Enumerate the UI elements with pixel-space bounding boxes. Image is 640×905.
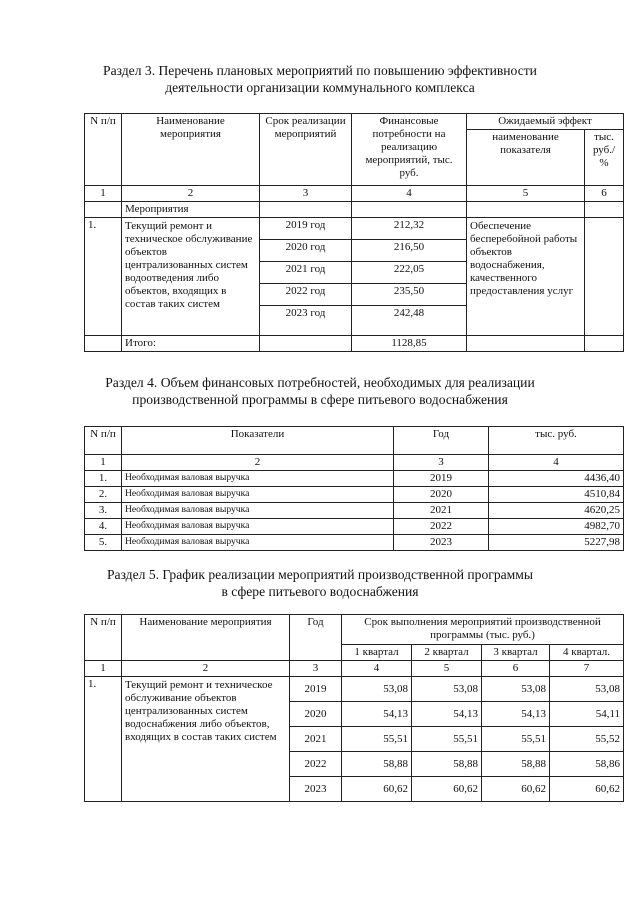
s3-col-numbers xyxy=(85,186,624,202)
section4-title-line1: Раздел 4. Объем финансовых потребностей, необходимых для реализации xyxy=(105,375,535,390)
s3-colnum: 5 xyxy=(467,186,585,202)
s5-q3: 58,88 xyxy=(482,752,550,777)
s5-colnum: 7 xyxy=(550,661,624,677)
s5-header-name: Наименование мероприятия xyxy=(122,615,290,661)
s4-header-num: N п/п xyxy=(85,427,122,455)
s5-row-year: 2023 xyxy=(290,777,342,802)
s3-total-value: 1128,85 xyxy=(352,336,467,352)
s4-row-num: 2. xyxy=(85,487,122,503)
s4-row-label: Необходимая валовая выручка xyxy=(122,487,394,503)
s5-q3: 60,62 xyxy=(482,777,550,802)
s3-total-row xyxy=(85,336,624,352)
s5-colnum: 6 xyxy=(482,661,550,677)
s3-header-num: N п/п xyxy=(85,114,122,186)
s5-q2: 58,88 xyxy=(412,752,482,777)
s5-q4: 55,52 xyxy=(550,727,624,752)
s5-q2: 53,08 xyxy=(412,677,482,702)
s5-q2: 60,62 xyxy=(412,777,482,802)
s4-colnum: 4 xyxy=(489,455,624,471)
table-row xyxy=(85,218,624,240)
s5-q4: 54,11 xyxy=(550,702,624,727)
s5-q3: 55,51 xyxy=(482,727,550,752)
table-row xyxy=(85,471,624,487)
s5-row-year: 2021 xyxy=(290,727,342,752)
s3-amount: 235,50 xyxy=(352,284,467,306)
s5-q2: 55,51 xyxy=(412,727,482,752)
s5-q2: 54,13 xyxy=(412,702,482,727)
s4-row-value: 5227,98 xyxy=(489,535,624,551)
s5-header-q1: 1 квартал xyxy=(342,645,412,661)
s4-row-label: Необходимая валовая выручка xyxy=(122,471,394,487)
s3-header-term: Срок реализации мероприятий xyxy=(260,114,352,186)
s5-q1: 55,51 xyxy=(342,727,412,752)
s3-colnum: 1 xyxy=(85,186,122,202)
s3-year: 2019 год xyxy=(260,218,352,240)
section5-title-line1: Раздел 5. График реализации мероприятий производственной программы xyxy=(106,567,534,582)
section3-table xyxy=(84,113,624,352)
section3-title xyxy=(0,62,640,96)
s5-q3: 53,08 xyxy=(482,677,550,702)
s4-row-value: 4620,25 xyxy=(489,503,624,519)
s4-header-indicator: Показатели xyxy=(122,427,394,455)
s4-row-year: 2023 xyxy=(394,535,489,551)
s3-year: 2023 год xyxy=(260,306,352,336)
s4-row-year: 2020 xyxy=(394,487,489,503)
s3-colnum: 2 xyxy=(122,186,260,202)
s5-header-q4: 4 квартал. xyxy=(550,645,624,661)
s4-header-year: Год xyxy=(394,427,489,455)
section4-title xyxy=(0,374,640,408)
s5-q1: 54,13 xyxy=(342,702,412,727)
section3-title-line2: деятельности организации коммунального комплекса xyxy=(165,80,475,95)
s5-colnum: 5 xyxy=(412,661,482,677)
s5-q3: 54,13 xyxy=(482,702,550,727)
s4-colnum: 3 xyxy=(394,455,489,471)
s5-q4: 60,62 xyxy=(550,777,624,802)
section5-title-line2: в сфере питьевого водоснабжения xyxy=(221,584,419,599)
s5-q4: 53,08 xyxy=(550,677,624,702)
section4-table xyxy=(84,426,624,551)
s3-effect-text: Обеспечение бесперебойной работы объектов водоснабжения, качественного предоставления услуг xyxy=(467,218,585,336)
table-row xyxy=(85,677,624,702)
s5-header-num: N п/п xyxy=(85,615,122,661)
s5-q1: 60,62 xyxy=(342,777,412,802)
s3-total-label: Итого: xyxy=(122,336,260,352)
s3-group-row xyxy=(85,202,624,218)
s4-row-year: 2022 xyxy=(394,519,489,535)
table-row xyxy=(85,487,624,503)
s4-row-label: Необходимая валовая выручка xyxy=(122,503,394,519)
s4-col-numbers xyxy=(85,455,624,471)
s3-row-name: Текущий ремонт и техническое обслуживание объектов централизованных систем водоотведения либо объектов, входящих в состав таких систем xyxy=(122,218,260,336)
s5-row-year: 2020 xyxy=(290,702,342,727)
s4-row-year: 2021 xyxy=(394,503,489,519)
section5-table xyxy=(84,614,624,802)
s3-header-unit: тыс. руб./ % xyxy=(585,130,624,186)
s4-row-label: Необходимая валовая выручка xyxy=(122,519,394,535)
s5-header-q3: 3 квартал xyxy=(482,645,550,661)
table-row xyxy=(85,519,624,535)
s5-row-num: 1. xyxy=(85,677,122,802)
s3-amount: 222,05 xyxy=(352,262,467,284)
s4-row-num: 1. xyxy=(85,471,122,487)
section4-title-line2: производственной программы в сфере питьевого водоснабжения xyxy=(132,392,508,407)
s5-colnum: 2 xyxy=(122,661,290,677)
s3-header-indicator: наименование показателя xyxy=(467,130,585,186)
s3-year: 2022 год xyxy=(260,284,352,306)
s3-group-label: Мероприятия xyxy=(122,202,260,218)
s5-row-name: Текущий ремонт и техническое обслуживание объектов централизованных систем водоснабжения либо объектов, входящих в состав таких систем xyxy=(122,677,290,802)
s3-row-num: 1. xyxy=(85,218,122,336)
s5-header-year: Год xyxy=(290,615,342,661)
section3-title-line1: Раздел 3. Перечень плановых мероприятий по повышению эффективности xyxy=(103,63,537,78)
s5-col-numbers xyxy=(85,661,624,677)
s3-header-effect: Ожидаемый эффект xyxy=(467,114,624,130)
s3-colnum: 3 xyxy=(260,186,352,202)
s3-year: 2021 год xyxy=(260,262,352,284)
s4-row-year: 2019 xyxy=(394,471,489,487)
s4-row-label: Необходимая валовая выручка xyxy=(122,535,394,551)
s4-row-num: 5. xyxy=(85,535,122,551)
s5-row-year: 2022 xyxy=(290,752,342,777)
table-row xyxy=(85,503,624,519)
s5-q4: 58,86 xyxy=(550,752,624,777)
s3-amount: 216,50 xyxy=(352,240,467,262)
s4-row-num: 3. xyxy=(85,503,122,519)
section5-title xyxy=(0,566,640,600)
s4-row-num: 4. xyxy=(85,519,122,535)
s5-q1: 53,08 xyxy=(342,677,412,702)
s4-colnum: 2 xyxy=(122,455,394,471)
s3-colnum: 6 xyxy=(585,186,624,202)
s3-header-finance: Финансовые потребности на реализацию мероприятий, тыс. руб. xyxy=(352,114,467,186)
s5-colnum: 3 xyxy=(290,661,342,677)
s3-amount: 242,48 xyxy=(352,306,467,336)
s4-row-value: 4436,40 xyxy=(489,471,624,487)
s3-amount: 212,32 xyxy=(352,218,467,240)
s3-header-name: Наименование мероприятия xyxy=(122,114,260,186)
table-row xyxy=(85,535,624,551)
s5-row-year: 2019 xyxy=(290,677,342,702)
s5-colnum: 4 xyxy=(342,661,412,677)
s5-colnum: 1 xyxy=(85,661,122,677)
s4-row-value: 4510,84 xyxy=(489,487,624,503)
s5-header-q2: 2 квартал xyxy=(412,645,482,661)
s3-colnum: 4 xyxy=(352,186,467,202)
s3-year: 2020 год xyxy=(260,240,352,262)
s4-header-value: тыс. руб. xyxy=(489,427,624,455)
s4-row-value: 4982,70 xyxy=(489,519,624,535)
s5-q1: 58,88 xyxy=(342,752,412,777)
s4-colnum: 1 xyxy=(85,455,122,471)
s5-header-period: Срок выполнения мероприятий производственной программы (тыс. руб.) xyxy=(342,615,624,645)
